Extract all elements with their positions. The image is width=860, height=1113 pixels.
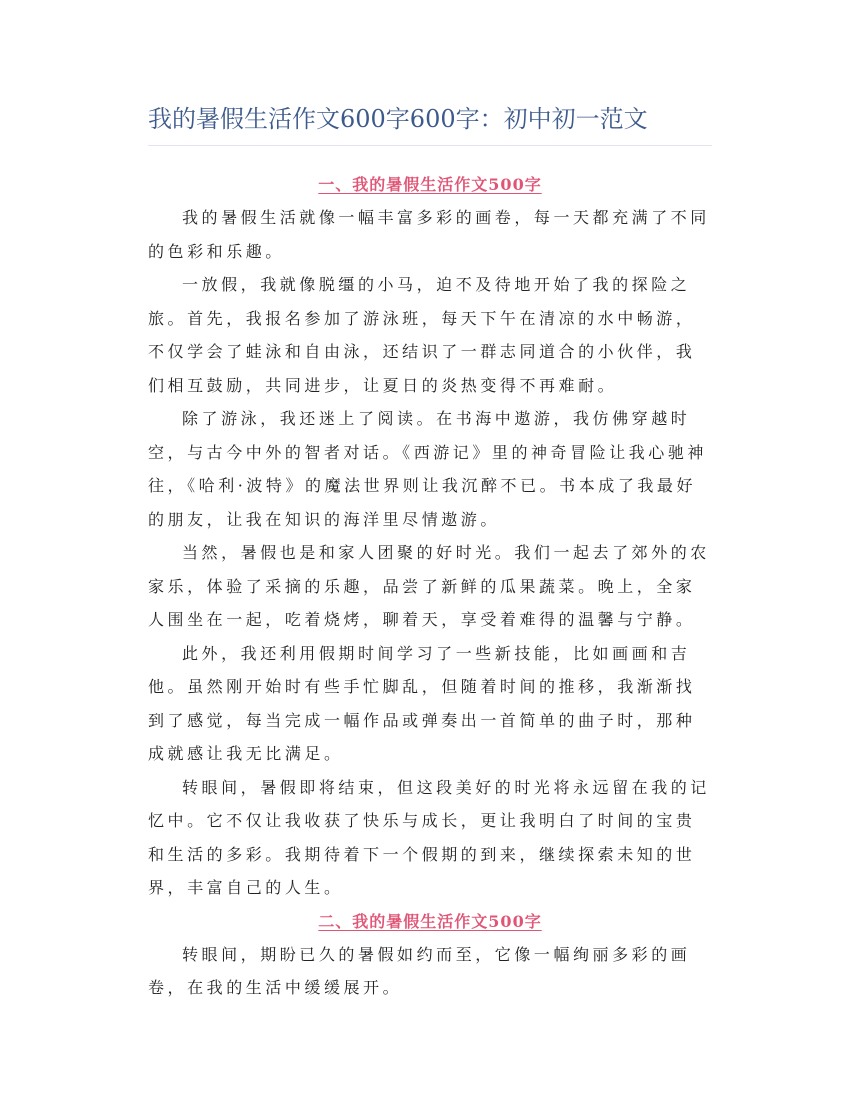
document-page: [148, 0, 712, 1005]
document-title: 我的暑假生活作文600字600字：初中初一范文: [148, 105, 648, 133]
paragraph: 当然，暑假也是和家人团聚的好时光。我们一起去了郊外的农家乐，体验了采摘的乐趣，品尝了新鲜的瓜果蔬菜。晚上，全家人围坐在一起，吃着烧烤，聊着天，享受着难得的温馨与宁静。: [148, 543, 710, 629]
paragraph: 转眼间，期盼已久的暑假如约而至，它像一幅绚丽多彩的画卷，在我的生活中缓缓展开。: [148, 944, 691, 997]
section-1: [148, 168, 712, 905]
section-heading: 一、我的暑假生活作文500字: [318, 175, 542, 194]
section-2: [148, 905, 712, 1005]
paragraph: 除了游泳，我还迷上了阅读。在书海中遨游，我仿佛穿越时空，与古今中外的智者对话。《西游记》里的神奇冒险让我心驰神往，《哈利·波特》的魔法世界则让我沉醉不已。书本成了我最好的朋友，让我在知识的海洋里尽情遨游。: [148, 409, 707, 529]
paragraph: 此外，我还利用假期时间学习了一些新技能，比如画画和吉他。虽然刚开始时有些手忙脚乱，但随着时间的推移，我渐渐找到了感觉，每当完成一幅作品或弹奏出一首简单的曲子时，那种成就感让我无比满足。: [148, 643, 696, 763]
paragraph: 一放假，我就像脱缰的小马，迫不及待地开始了我的探险之旅。首先，我报名参加了游泳班，每天下午在清凉的水中畅游，不仅学会了蛙泳和自由泳，还结识了一群志同道合的小伙伴，我们相互鼓励，共同进步，让夏日的炎热变得不再难耐。: [148, 275, 696, 395]
paragraph: 转眼间，暑假即将结束，但这段美好的时光将永远留在我的记忆中。它不仅让我收获了快乐与成长，更让我明白了时间的宝贵和生活的多彩。我期待着下一个假期的到来，继续探索未知的世界，丰富自己的人生。: [148, 777, 710, 897]
title-divider: [148, 145, 712, 146]
paragraph: 我的暑假生活就像一幅丰富多彩的画卷，每一天都充满了不同的色彩和乐趣。: [148, 208, 710, 261]
section-heading: 二、我的暑假生活作文500字: [318, 911, 542, 931]
